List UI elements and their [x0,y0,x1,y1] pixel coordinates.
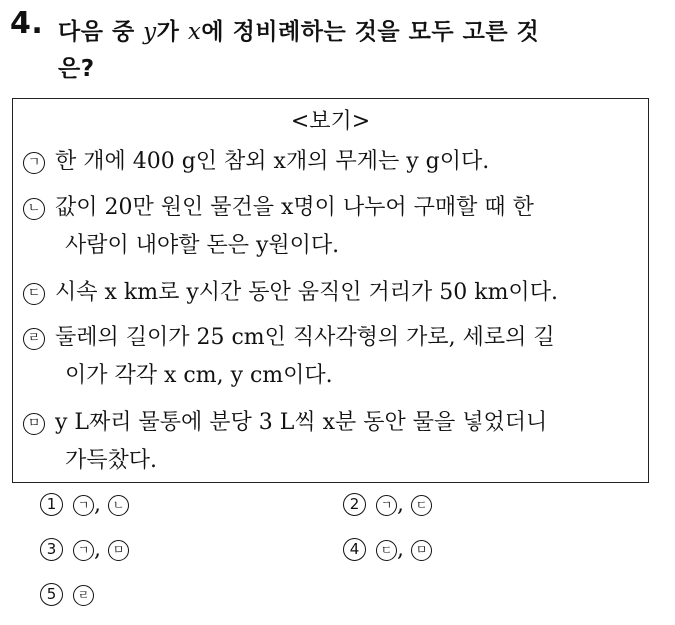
choice-marker: ㅁ [411,540,432,561]
item-line: 가득찼다. [65,448,158,473]
choice-marker: ㅁ [108,540,129,561]
question-text-part: 은? [58,56,95,82]
choice-marker: ㄱ [376,495,397,516]
example-box [12,98,649,483]
example-item-5 [23,404,640,480]
choice-separator: , [397,492,404,517]
question-number: 4. [10,6,44,41]
item-line: 값이 20만 원인 물건을 x명이 나누어 구매할 때 한 [55,195,534,220]
marker-mieum: ㅁ [23,413,45,435]
choice-separator: , [94,492,101,517]
question-text [58,14,658,88]
choice-marker: ㄱ [73,495,94,516]
item-line: 둘레의 길이가 25 cm인 직사각형의 가로, 세로의 길 [55,325,555,350]
marker-digeut: ㄷ [23,283,45,305]
marker-rieul: ㄹ [23,328,45,350]
choice-2[interactable] [343,490,432,520]
variable-y: y [143,19,157,45]
choice-number: 2 [343,493,366,516]
marker-giyeok: ㄱ [23,152,45,174]
choice-separator: , [397,537,404,562]
choice-4[interactable] [343,535,432,565]
choice-number: 1 [40,493,63,516]
variable-x: x [187,19,202,45]
choice-number: 5 [40,583,63,606]
example-item-2 [23,189,640,265]
example-item-4 [23,319,640,395]
choice-number: 3 [40,538,63,561]
item-line: 한 개에 400 g인 참외 x개의 무게는 y g이다. [55,149,490,174]
marker-nieun: ㄴ [23,198,45,220]
example-item-3 [23,274,640,312]
choice-marker: ㄱ [73,540,94,561]
choice-5[interactable] [40,580,94,610]
choice-marker: ㄷ [376,540,397,561]
choice-marker: ㄹ [73,585,94,606]
choice-separator: , [94,537,101,562]
choice-number: 4 [343,538,366,561]
item-line: 시속 x km로 y시간 동안 움직인 거리가 50 km이다. [55,280,558,305]
choice-3[interactable] [40,535,129,565]
choice-marker: ㄴ [108,495,129,516]
example-box-title: <보기> [290,109,371,134]
item-line: 이가 각각 x cm, y cm이다. [65,363,333,388]
example-item-1 [23,143,640,181]
choice-1[interactable] [40,490,129,520]
choice-marker: ㄷ [411,495,432,516]
question-text-part: 에 정비례하는 것을 모두 고른 것 [201,19,540,45]
question-text-part: 다음 중 [58,19,144,45]
item-line: 사람이 내야할 돈은 y원이다. [65,233,340,258]
question-text-part: 가 [156,19,188,45]
item-line: y L짜리 물통에 분당 3 L씩 x분 동안 물을 넣었더니 [55,410,548,435]
answer-choices [40,490,640,620]
